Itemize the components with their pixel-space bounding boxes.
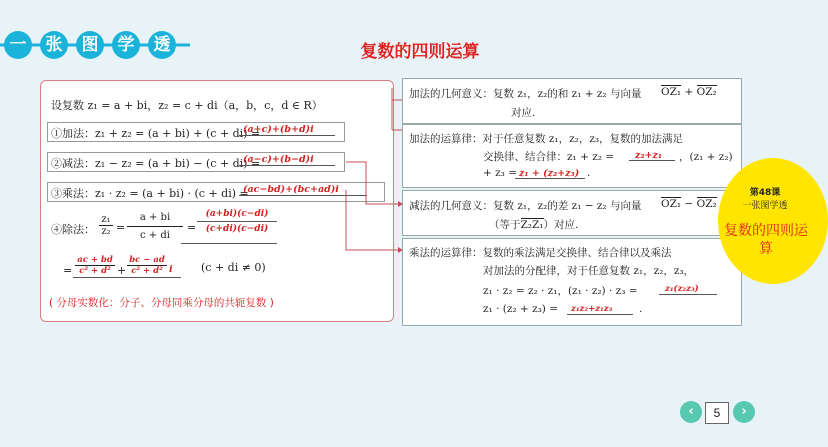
add-law-l3: + z₃ = (483, 167, 518, 179)
div-frac-den: c + di (127, 226, 183, 241)
add-geo-text: 加法的几何意义：复数 z₁，z₂的和 z₁ + z₂ 与向量 (409, 88, 642, 100)
add-law-l1: 加法的运算律：对于任意复数 z₁，z₂，z₃，复数的加法满足 (409, 133, 684, 145)
mul-law-box: 乘法的运算律：复数的乘法满足交换律、结合律以及乘法 对加法的分配律，对于任意复数 z₁，z₂，z₃， z₁ · z₂ = z₂ · z₁，(z₁ · z₂) · z₃ = z₁(z₂z₃) z₁ · (z₂ + z₃) = z₁z₂+z₁z₃ . (402, 238, 742, 326)
page-number: 5 (705, 402, 729, 424)
mul-law-l3: z₁ · z₂ = z₂ · z₁，(z₁ · z₂) · z₃ = (483, 285, 638, 297)
badge-topic: 复数的四则运算 (724, 223, 808, 257)
div-eq: = (63, 264, 73, 277)
division-note: ( 分母实数化：分子、分母同乘分母的共轭复数 ) (49, 297, 274, 309)
div-ans-den: (c+di)(c−di) (205, 224, 269, 234)
sub-label: ②减法：z₁ − z₂ = (a + bi) − (c + di) = (51, 157, 261, 170)
add-law-a1: z₂+z₁ (635, 150, 663, 161)
mul-law-a2: z₁z₂+z₁z₃ (571, 304, 613, 314)
sub-geo-vecs: OZ₁ − OZ₂ (661, 198, 717, 210)
mul-law-a1: z₁(z₂z₃) (665, 284, 699, 294)
banner-char: 学 (112, 31, 140, 59)
div-z-frac (99, 214, 113, 237)
sub-mul-arrows (346, 148, 406, 262)
div-ans-num: (a+bi)(c−di) (205, 209, 269, 219)
banner-char: 图 (76, 31, 104, 59)
sub-geo-l2: （等于Z₂Z₁）对应. (489, 219, 579, 231)
mul-law-l4: z₁ · (z₂ + z₃) = (483, 303, 559, 315)
mul-label: ③乘法：z₁ · z₂ = (a + bi) · (c + di) = (51, 187, 249, 200)
prev-page-button[interactable]: ‹ (680, 401, 702, 423)
intro-text: 设复数 z₁ = a + bi，z₂ = c + di（a，b，c，d ∈ R） (51, 99, 323, 112)
div-r1-num: ac + bd (77, 255, 113, 265)
badge-lesson: 第48课 (749, 188, 781, 198)
series-banner (0, 28, 190, 62)
div-ab-frac (127, 212, 183, 241)
div-z-num: z₁ (101, 214, 111, 225)
page-title: 复数的四则运算 (360, 42, 480, 62)
div-plus: + (117, 264, 127, 277)
div-r1-den: c² + d² (75, 265, 115, 276)
mul-answer: (ac−bd)+(bc+ad)i (243, 184, 339, 195)
div-frac-num: a + bi (139, 212, 171, 223)
div-i: i (169, 264, 173, 275)
add-law-a2: z₁ + (z₂+z₃) (519, 168, 580, 179)
div-imag-frac (127, 255, 167, 276)
div-label: ④除法： (51, 223, 95, 236)
add-geometry-box (402, 78, 742, 124)
badge-series: 一张图学透 (742, 201, 788, 211)
sub-answer: (a−c)+(b−d)i (243, 154, 314, 165)
lesson-badge (718, 158, 828, 284)
banner-char: 张 (40, 31, 68, 59)
add-law-box: 加法的运算律：对于任意复数 z₁，z₂，z₃，复数的加法满足 交换律、结合律：z₁ + z₂ = z₂+z₁ ，(z₁ + z₂) + z₃ = z₁ + (z₂+z₃) . (402, 124, 742, 188)
mul-law-l1: 乘法的运算律：复数的乘法满足交换律、结合律以及乘法 (409, 247, 672, 259)
add-label: ①加法：z₁ + z₂ = (a + bi) + (c + di) = (51, 127, 261, 140)
add-geo-vec1: OZ₁ + OZ₂ (661, 86, 717, 98)
add-answer: (a+c)+(b+d)i (243, 124, 314, 135)
div-real-frac (75, 255, 115, 276)
banner-char: 一 (4, 31, 32, 59)
div-z-den: z₂ (99, 225, 113, 237)
div-r2-den: c² + d² (127, 265, 167, 276)
add-geo-end: 对应. (511, 107, 536, 119)
div-r2-num: bc − ad (129, 255, 165, 265)
sub-geometry-box (402, 190, 742, 236)
add-law-l2b: ，(z₁ + z₂) (679, 151, 733, 163)
sub-geo-text: 减法的几何意义：复数 z₁，z₂的差 z₁ − z₂ 与向量 (409, 200, 642, 212)
banner-char: 透 (148, 31, 176, 59)
div-ans-frac (197, 209, 277, 234)
next-page-button[interactable]: › (733, 401, 755, 423)
div-condition: (c + di ≠ 0) (201, 261, 266, 274)
add-law-l2: 交换律、结合律：z₁ + z₂ = (483, 151, 615, 163)
operations-panel: 设复数 z₁ = a + bi，z₂ = c + di（a，b，c，d ∈ R） ①加法：z₁ + z₂ = (a + bi) + (c + di) = (a+c)+(b+d)i ②减法：z₁ − z₂ = (a + bi) − (c + di) = (a−c)+(b−d)i ③乘法：z₁ · z₂ = (a + bi) · (c + di) = (ac−bd)+(bc+ad)i ④除法： $\frac{\text{z₁}}{\text{z₂}}$ = $\frac{a + bi}{c + di}$ = (a+bi)(c−di) (c+di)(c−di) = $\frac{ac + bd}{\text{c² + d²}}$ + $\frac{bc - ad}{\text{c² + d²}}$ i (c + di ≠ 0) ( 分母实数化：分子、分母同乘分母的共轭复数 ) (40, 80, 394, 322)
mul-law-l2: 对加法的分配律，对于任意复数 z₁，z₂，z₃， (483, 265, 695, 277)
